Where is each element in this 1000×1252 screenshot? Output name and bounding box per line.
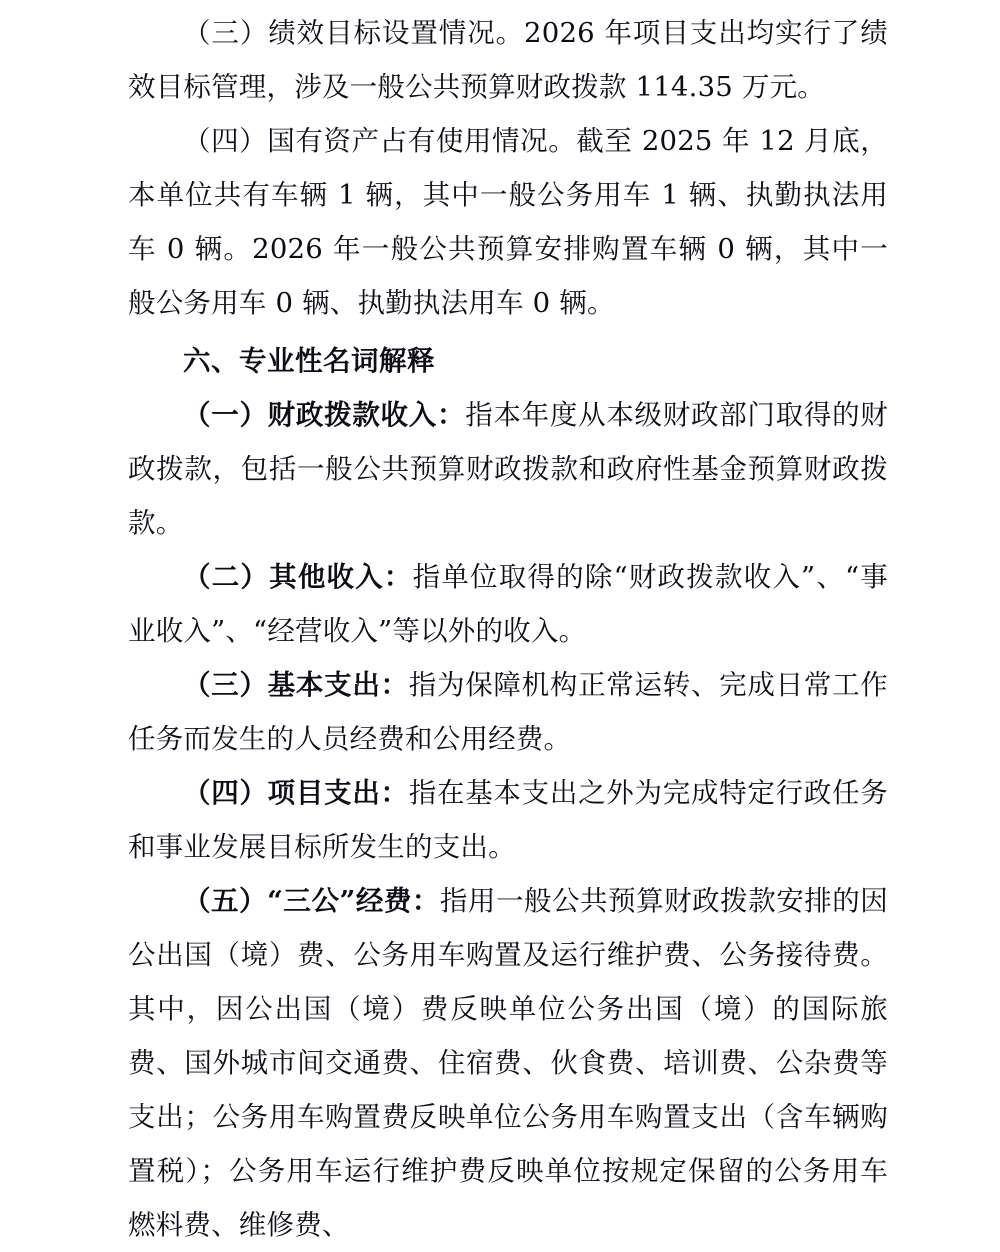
term-label-fiscal-appropriation-income: （一）财政拨款收入： [183,399,466,431]
paragraph-term-three-public-expenses [128,874,888,1252]
paragraph-term-fiscal-appropriation-income [128,388,888,550]
section-heading-terminology: 六、专业性名词解释 [183,345,435,377]
paragraph-performance-goal: （三）绩效目标设置情况。2026 年项目支出均实行了绩效目标管理，涉及一般公共预算财政拨款 114.35 万元。 [128,17,888,103]
term-text-project-expenditure: 指在基本支出之外为完成特定行政任务和事业发展目标所发生的支出。 [128,777,888,863]
term-text-other-income: 指单位取得的除“财政拨款收入”、“事业收入”、“经营收入”等以外的收入。 [128,561,888,647]
term-label-basic-expenditure: （三）基本支出： [183,669,409,701]
paragraph-term-project-expenditure [128,766,888,874]
term-label-project-expenditure: （四）项目支出： [183,777,409,809]
term-text-three-public-expenses: 指用一般公共预算财政拨款安排的因公出国（境）费、公务用车购置及运行维护费、公务接待费。其中，因公出国（境）费反映单位公务出国（境）的国际旅费、国外城市间交通费、住宿费、伙食费、培训费、公杂费等支出；公务用车购置费反映单位公务用车购置支出（含车辆购置税）；公务用车运行维护费反映单位按规定保留的公务用车燃料费、维修费、 [128,885,888,1241]
term-label-other-income: （二）其他收入： [183,561,413,593]
paragraph-state-assets: （四）国有资产占有使用情况。截至 2025 年 12 月底，本单位共有车辆 1 辆，其中一般公务用车 1 辆、执勤执法用车 0 辆。2026 年一般公共预算安排购置车辆 0 辆，其中一般公务用车 0 辆、执勤执法用车 0 辆。 [128,125,888,319]
term-text-fiscal-appropriation-income: 指本年度从本级财政部门取得的财政拨款，包括一般公共预算财政拨款和政府性基金预算财政拨款。 [128,399,889,539]
term-text-basic-expenditure: 指为保障机构正常运转、完成日常工作任务而发生的人员经费和公用经费。 [128,669,888,755]
term-label-three-public-expenses: （五）“三公”经费： [183,885,440,917]
paragraph-term-basic-expenditure [128,658,888,766]
paragraph-term-other-income [128,550,888,658]
